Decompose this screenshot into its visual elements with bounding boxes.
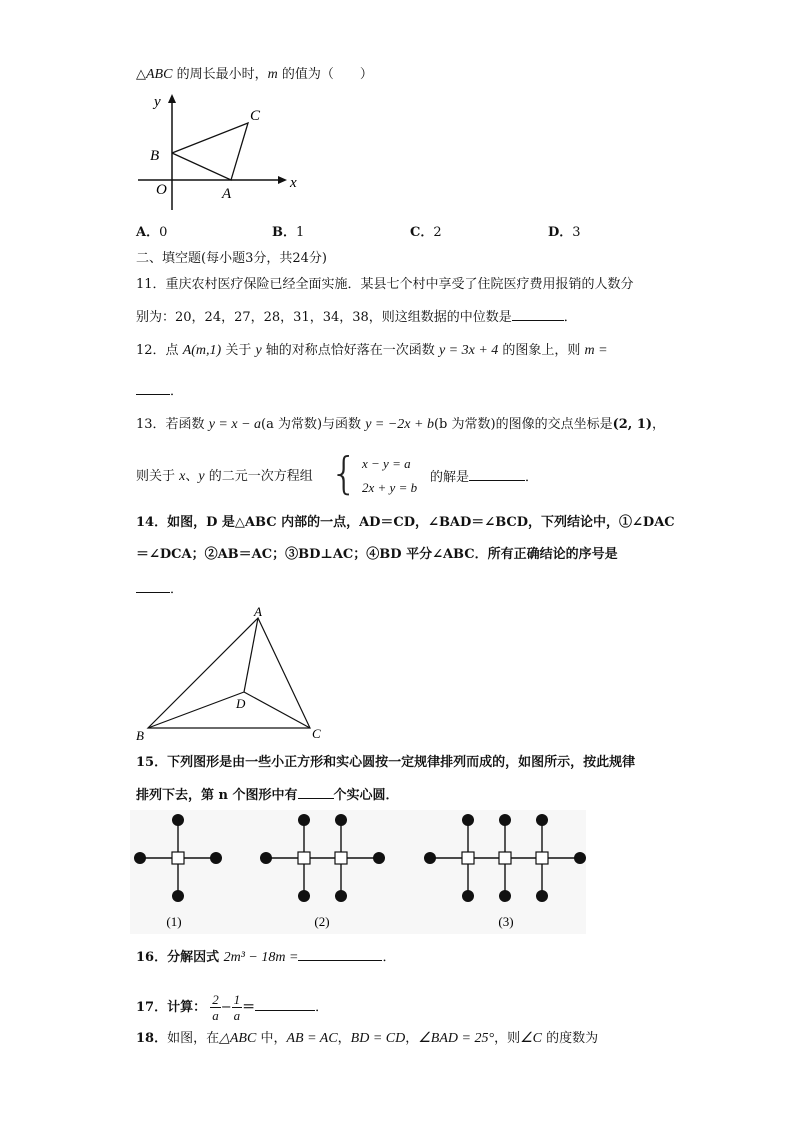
q11-line2: 别为：20，24，27，28，31，34，38，则这组数据的中位数是 ． — [136, 310, 577, 325]
q13-answer-blank[interactable] — [469, 468, 525, 481]
point-a-label: A — [222, 186, 232, 202]
y-axis-label: y — [154, 94, 161, 110]
segment-cd — [244, 692, 310, 728]
q10-option-c[interactable]: C．2 — [410, 225, 442, 240]
q15-line1: 15．下列图形是由一些小正方形和实心圆按一定规律排列而成的，如图所示，按此规律 — [136, 755, 636, 770]
pattern-3-dot — [499, 814, 511, 826]
q16-answer-blank[interactable] — [298, 948, 382, 961]
q10-coordinate-figure — [136, 92, 306, 214]
q14-triangle-figure — [134, 604, 330, 744]
q12-answer-blank[interactable] — [136, 382, 170, 395]
triangle-abc — [172, 123, 248, 180]
q13-line1: 13．若函数 y = x − a(a 为常数)与函数 y = −2x + b(b 为常数)的图像的交点坐标是(2, 1)， — [136, 417, 666, 432]
pattern-2-square — [298, 852, 310, 864]
triangle-abc — [148, 618, 310, 728]
caption-3: (3) — [498, 914, 514, 929]
pattern-3-dot — [574, 852, 586, 864]
pattern-3-dot — [424, 852, 436, 864]
pattern-3-dot — [462, 890, 474, 902]
pattern-1-dot — [134, 852, 146, 864]
pattern-3-dot — [536, 890, 548, 902]
pattern-1-dot — [172, 814, 184, 826]
q14-line3: ． — [136, 580, 183, 599]
pattern-1-dot — [172, 890, 184, 902]
q14-line2: ＝∠DCA；②AB＝AC；③BD⊥AC；④BD 平分∠ABC．所有正确结论的序号是 — [136, 547, 618, 562]
caption-1: (1) — [166, 914, 182, 929]
pattern-3-dot — [462, 814, 474, 826]
q10-option-b[interactable]: B．1 — [272, 225, 305, 240]
pattern-2-dot — [260, 852, 272, 864]
y-axis-arrow — [168, 94, 176, 103]
vertex-a-label: A — [254, 604, 262, 619]
caption-2: (2) — [314, 914, 330, 929]
q10-option-d[interactable]: D．3 — [548, 225, 581, 240]
q17-answer-blank[interactable] — [255, 998, 315, 1011]
point-b-label: B — [150, 148, 160, 164]
pattern-2-dot — [335, 890, 347, 902]
x-axis-arrow — [278, 176, 287, 184]
pattern-3-square — [462, 852, 474, 864]
q10-option-a[interactable]: A．0 — [136, 225, 168, 240]
section-title: 二、填空题(每小题3分，共24分) — [136, 251, 327, 266]
pattern-2-dot — [298, 890, 310, 902]
q16-line: 16．分解因式 2m³ − 18m = ． — [136, 950, 396, 965]
point-d-label: D — [236, 696, 246, 711]
pattern-2-dot — [373, 852, 385, 864]
pattern-2-square — [335, 852, 347, 864]
segment-bd — [148, 692, 244, 728]
system-brace: { — [330, 448, 358, 499]
q11-line1: 11．重庆农村医疗保险已经全面实施．某县七个村中享受了住院医疗费用报销的人数分 — [136, 277, 634, 292]
fraction-1-over-a: $\frac{1}{a}$ — [233, 992, 241, 1023]
pattern-3-square — [499, 852, 511, 864]
q13-equation-2: 2x + y = b — [362, 480, 418, 495]
pattern-3-square — [536, 852, 548, 864]
q13-equation-1: x − y = a — [362, 456, 411, 471]
q11-answer-blank[interactable] — [512, 308, 564, 321]
q15-pattern-figure — [130, 810, 586, 934]
q13-line2-lead: 则关于 x、y 的二元一次方程组 — [136, 469, 313, 484]
pattern-3-dot — [499, 890, 511, 902]
vertex-b-label: B — [136, 728, 144, 743]
pattern-3-dot — [536, 814, 548, 826]
vertex-c-label: C — [312, 726, 321, 741]
q13-line2-tail: 的解是 ． — [430, 470, 539, 485]
q15-answer-blank[interactable] — [298, 786, 334, 799]
q14-answer-blank[interactable] — [136, 580, 170, 593]
q10-stem: △ABC 的周长最小时，m 的值为（ ） — [136, 67, 373, 82]
point-c-label: C — [250, 108, 261, 124]
q12-line1: 12．点 A(m,1) 关于 y 轴的对称点恰好落在一次函数 y = 3x + 4 的图象上，则 m = — [136, 343, 608, 358]
origin-label: O — [156, 182, 167, 198]
fraction-2-over-a: $\frac{2}{a}$ — [212, 992, 219, 1023]
q14-line1: 14．如图，D 是△ABC 内部的一点，AD＝CD，∠BAD＝∠BCD，下列结论中，①∠DAC — [136, 515, 675, 530]
q15-line2: 排列下去，第 n 个图形中有 个实心圆． — [136, 788, 399, 803]
pattern-2-dot — [298, 814, 310, 826]
pattern-2-dot — [335, 814, 347, 826]
q17-line: 17．计算： $\frac{2}{a}$ − $\frac{1}{a}$ ＝ ． — [136, 992, 329, 1023]
pattern-1-square — [172, 852, 184, 864]
pattern-1-dot — [210, 852, 222, 864]
q18-line: 18．如图，在△ABC 中，AB = AC，BD = CD，∠BAD = 25°，则∠C 的度数为 — [136, 1031, 599, 1046]
x-axis-label: x — [290, 175, 297, 191]
q12-line2: ． — [136, 382, 183, 401]
